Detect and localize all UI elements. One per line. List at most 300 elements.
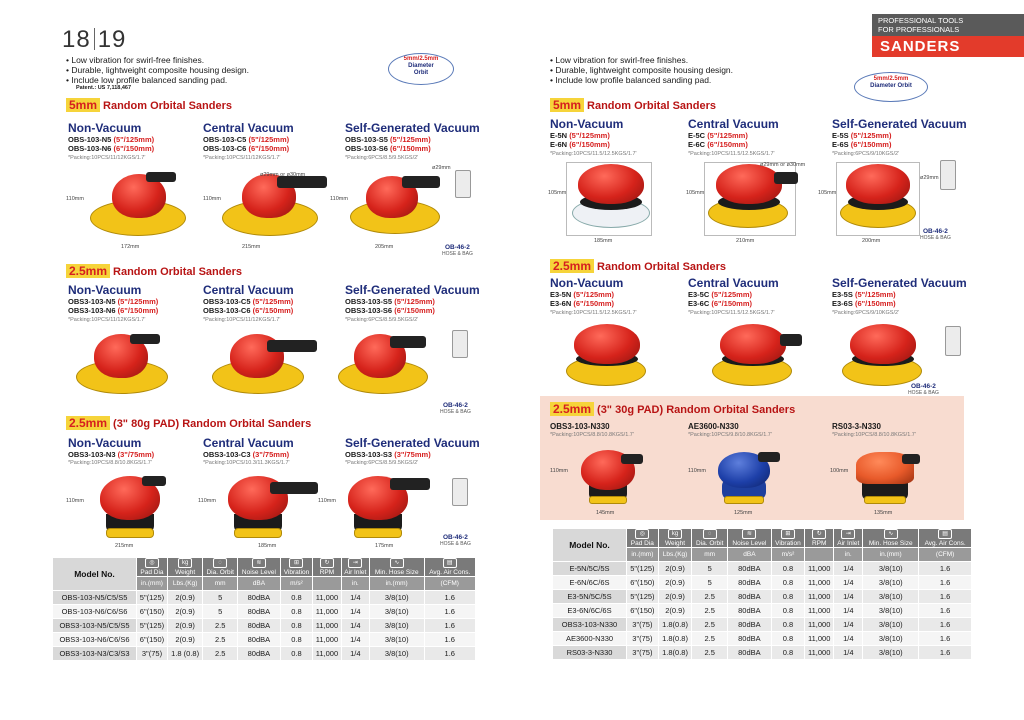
spec-cell: 11,000 <box>313 633 342 647</box>
spec-cell: 3/8(10) <box>369 647 424 661</box>
spec-cell: 2.5 <box>692 646 728 660</box>
packing-note: *Packing:10PCS/11.5/12.5KGS/1.7' <box>550 151 637 157</box>
spec-cell: 5"(125) <box>627 590 659 604</box>
unit: dBA <box>728 548 772 562</box>
spec-cell: 3/8(10) <box>863 646 919 660</box>
spec-cell: 0.8 <box>771 646 804 660</box>
dim-width: 172mm <box>121 244 140 250</box>
spec-cell: 3/8(10) <box>863 576 919 590</box>
spec-cell: 5"(125) <box>137 591 168 605</box>
spec-cell: 11,000 <box>805 646 834 660</box>
spec-cell: 5"(125) <box>627 562 659 576</box>
section-title: 2.5mm (3" 30g PAD) Random Orbital Sanders <box>550 402 795 416</box>
model-cell: E3-5N/5C/5S <box>553 590 627 604</box>
spec-rows <box>53 591 476 661</box>
air-inlet-icon: ⇥ <box>348 558 362 568</box>
dust-bag <box>455 170 471 198</box>
dim-width: 210mm <box>736 238 755 244</box>
feature-item: • Include low profile balanced sanding pad. <box>550 75 733 85</box>
col-rpm: ↻ RPM <box>805 529 834 548</box>
table-row <box>553 576 972 590</box>
spec-cell: 80dBA <box>728 590 772 604</box>
table-row <box>553 632 972 646</box>
model-cell: E3-6N/6C/6S <box>553 604 627 618</box>
col-head: Self-Generated Vacuum <box>345 436 480 450</box>
spec-cell: 1/4 <box>341 647 369 661</box>
unit: (CFM) <box>424 577 475 591</box>
spec-cell: 80dBA <box>238 605 281 619</box>
product-image-sander <box>575 448 645 510</box>
model-cell: OBS-103-N5/C5/S5 <box>53 591 137 605</box>
spec-cell: 5 <box>203 591 238 605</box>
col-head: Non-Vacuum <box>550 117 624 131</box>
model-cell: OBS3-103-N3/C3/S3 <box>53 647 137 661</box>
spec-cell: 1.6 <box>919 562 972 576</box>
vibration-icon: ⊞ <box>781 529 795 539</box>
col-head: Non-Vacuum <box>68 121 142 135</box>
air-inlet-icon: ⇥ <box>841 529 855 539</box>
model-list: E3-5S (5"/125mm) E3-6S (6"/150mm) <box>832 290 896 308</box>
packing-note: *Packing:10PCS/10.3/11.3KGS/1.7' <box>203 460 290 466</box>
spec-cell: 3"(75) <box>627 618 659 632</box>
model-list: OBS3-103-S5 (5"/125mm) OBS3-103-S6 (6"/150mm) <box>345 297 435 315</box>
packing-note: *Packing:10PCS/11/12KGS/1.7' <box>203 155 281 161</box>
spec-cell: 2.5 <box>692 618 728 632</box>
dim-width: 185mm <box>258 543 277 549</box>
unit: m/s² <box>280 577 312 591</box>
spec-cell: 1.6 <box>424 605 475 619</box>
table-row <box>553 618 972 632</box>
col-pad: ◎ Pad Dia <box>137 558 168 577</box>
spec-cell: 80dBA <box>728 618 772 632</box>
spec-cell: 6"(150) <box>137 633 168 647</box>
rpm-icon: ↻ <box>812 529 826 539</box>
table-row <box>53 605 476 619</box>
feature-list-left <box>66 55 249 85</box>
spec-cell: 80dBA <box>238 647 281 661</box>
unit: in.(mm) <box>863 548 919 562</box>
spec-table-left <box>52 557 476 661</box>
feature-list-right <box>550 55 733 85</box>
packing-note: *Packing:6PCS/8.5/9.5KGS/2' <box>345 155 419 161</box>
section-title: 2.5mm Random Orbital Sanders <box>66 264 242 278</box>
spec-rows <box>553 562 972 660</box>
col-hose: ∿ Min. Hose Size <box>863 529 919 548</box>
spec-cell: 5 <box>203 605 238 619</box>
spec-cell: 1/4 <box>834 618 863 632</box>
spec-cell: 80dBA <box>238 619 281 633</box>
model-cell: E-6N/6C/6S <box>553 576 627 590</box>
spec-cell: 1.8 (0.8) <box>167 647 202 661</box>
col-pad: ◎ Pad Dia <box>627 529 659 548</box>
dim-width: 205mm <box>375 244 394 250</box>
col-head: Central Vacuum <box>688 117 779 131</box>
dim-port: ø29mm <box>920 175 939 181</box>
col-noise: ≋ Noise Level <box>238 558 281 577</box>
product-image-sander <box>340 472 436 542</box>
spec-cell: 0.8 <box>771 618 804 632</box>
table-row <box>553 646 972 660</box>
spec-cell: 1.6 <box>919 618 972 632</box>
spec-cell: 6"(150) <box>627 604 659 618</box>
packing-note: *Packing:10PCS/9.8/10.8KGS/1.7' <box>688 432 772 438</box>
product-image-sander <box>564 322 660 392</box>
spec-cell: 1/4 <box>341 591 369 605</box>
model-list: OBS3-103-S3 (3"/75mm) <box>345 450 431 459</box>
spec-cell: 5 <box>692 576 728 590</box>
col-head: Central Vacuum <box>203 121 294 135</box>
col-rpm: ↻ RPM <box>313 558 342 577</box>
spec-cell: 1/4 <box>834 562 863 576</box>
hose-label: OB-46-2 HOSE & BAG <box>442 244 473 257</box>
dim-height: 110mm <box>688 468 706 474</box>
spec-cell: 11,000 <box>805 590 834 604</box>
packing-note: *Packing:10PCS/11/12KGS/1.7' <box>203 317 281 323</box>
product-image-sander <box>338 330 438 400</box>
spec-cell: 0.8 <box>771 576 804 590</box>
packing-note: *Packing:10PCS/8.8/10.8KGS/1.7' <box>68 460 152 466</box>
spec-cell: 1.8(0.8) <box>658 632 692 646</box>
col-head: Central Vacuum <box>203 436 294 450</box>
model-cell: OBS3-103-N6/C6/S6 <box>53 633 137 647</box>
col-head: Central Vacuum <box>203 283 294 297</box>
dim-height: 110mm <box>66 196 84 202</box>
spec-cell: 2(0.9) <box>658 604 692 618</box>
dust-bag <box>452 330 468 358</box>
table-row <box>53 633 476 647</box>
spec-cell: 1.6 <box>424 647 475 661</box>
packing-note: *Packing:6PCS/9/10KGS/2' <box>832 151 900 157</box>
col-air-cons: ▤ Avg. Air Cons. <box>424 558 475 577</box>
feature-item: • Durable, lightweight composite housing design. <box>66 65 249 75</box>
col-head: Self-Generated Vacuum <box>832 117 967 131</box>
spec-cell: 11,000 <box>313 647 342 661</box>
model-name: AE3600-N330 <box>688 422 739 431</box>
col-weight: kg Weight <box>167 558 202 577</box>
model-list: E-5S (5"/125mm) E-6S (6"/150mm) <box>832 131 892 149</box>
product-image-sander <box>350 168 450 243</box>
unit <box>805 548 834 562</box>
spec-cell: 1.6 <box>919 646 972 660</box>
model-cell: OBS3-103-N330 <box>553 618 627 632</box>
unit: in.(mm) <box>137 577 168 591</box>
spec-cell: 80dBA <box>728 562 772 576</box>
model-list: OBS3-103-C5 (5"/125mm) OBS3-103-C6 (6"/150mm) <box>203 297 294 315</box>
model-cell: E-5N/5C/5S <box>553 562 627 576</box>
spec-cell: 3"(75) <box>627 646 659 660</box>
unit: in.(mm) <box>369 577 424 591</box>
model-list: E-5N (5"/125mm) E-6N (6"/150mm) <box>550 131 610 149</box>
packing-note: *Packing:6PCS/8.5/9.5KGS/2' <box>345 317 419 323</box>
model-cell: OBS3-103-N5/C5/S5 <box>53 619 137 633</box>
rpm-icon: ↻ <box>320 558 334 568</box>
dim-width: 135mm <box>874 510 893 516</box>
spec-cell: 3/8(10) <box>863 632 919 646</box>
feature-item: • Durable, lightweight composite housing design. <box>550 65 733 75</box>
spec-cell: 11,000 <box>313 591 342 605</box>
model-list: E3-5N (5"/125mm) E3-6N (6"/150mm) <box>550 290 615 308</box>
spec-cell: 1.6 <box>919 576 972 590</box>
model-list: OBS3-103-N3 (3"/75mm) <box>68 450 155 459</box>
spec-cell: 11,000 <box>805 604 834 618</box>
spec-cell: 80dBA <box>728 646 772 660</box>
spec-cell: 11,000 <box>805 632 834 646</box>
col-model: Model No. <box>553 529 627 562</box>
feature-item: • Low vibration for swirl-free finishes. <box>66 55 249 65</box>
spec-cell: 3/8(10) <box>369 633 424 647</box>
model-cell: OBS-103-N6/C6/S6 <box>53 605 137 619</box>
dim-height: 110mm <box>330 196 348 202</box>
orbit-badge-left: 5mm/2.5mm Diameter Orbit <box>392 56 450 82</box>
spec-cell: 11,000 <box>805 562 834 576</box>
noise-icon: ≋ <box>252 558 266 568</box>
spec-cell: 1/4 <box>834 646 863 660</box>
patent-note: Patent.: US 7,118,467 <box>76 85 132 91</box>
spec-cell: 2(0.9) <box>167 591 202 605</box>
air-cons-icon: ▤ <box>938 529 952 539</box>
spec-cell: 2(0.9) <box>167 619 202 633</box>
dim-width: 145mm <box>596 510 615 516</box>
spec-cell: 0.8 <box>771 562 804 576</box>
product-image-sander <box>212 330 322 400</box>
col-vibration: ⊞ Vibration <box>280 558 312 577</box>
col-head: Central Vacuum <box>688 276 779 290</box>
dust-bag <box>452 478 468 506</box>
spec-cell: 1.8(0.8) <box>658 618 692 632</box>
spec-cell: 80dBA <box>728 632 772 646</box>
model-name: OBS3-103-N330 <box>550 422 610 431</box>
model-list: OBS-103-C5 (5"/125mm) OBS-103-C6 (6"/150mm) <box>203 135 290 153</box>
col-noise: ≋ Noise Level <box>728 529 772 548</box>
spec-cell: 1/4 <box>341 633 369 647</box>
spec-cell: 3"(75) <box>137 647 168 661</box>
unit: mm <box>203 577 238 591</box>
dim-height: 110mm <box>198 498 216 504</box>
product-image-sander <box>90 168 190 243</box>
spec-cell: 1.6 <box>424 619 475 633</box>
product-image-sander <box>710 322 806 392</box>
spec-cell: 1/4 <box>834 604 863 618</box>
orbit-badge-right: 5mm/2.5mm Diameter Orbit <box>860 76 922 98</box>
dim-width: 215mm <box>242 244 261 250</box>
unit: dBA <box>238 577 281 591</box>
unit: in. <box>834 548 863 562</box>
product-image-sander <box>92 472 172 542</box>
spec-cell: 3/8(10) <box>369 591 424 605</box>
col-head: Self-Generated Vacuum <box>345 283 480 297</box>
spec-cell: 2(0.9) <box>167 605 202 619</box>
spec-cell: 1.6 <box>919 632 972 646</box>
spec-cell: 80dBA <box>238 591 281 605</box>
packing-note: *Packing:6PCS/8.5/9.5KGS/2' <box>345 460 419 466</box>
spec-cell: 0.8 <box>280 605 312 619</box>
col-head: Self-Generated Vacuum <box>345 121 480 135</box>
product-image-sander <box>712 448 782 510</box>
orbit-icon: ◌ <box>213 558 227 568</box>
dim-height: 110mm <box>66 498 84 504</box>
spec-cell: 2.5 <box>692 632 728 646</box>
unit: Lbs.(Kg) <box>658 548 692 562</box>
col-orbit: ◌ Dia. Orbit <box>692 529 728 548</box>
brand-tagline: PROFESSIONAL TOOLS FOR PROFESSIONALS <box>872 14 1024 36</box>
hose-label: OB-46-2 HOSE & BAG <box>920 228 951 241</box>
packing-note: *Packing:10PCS/11/12KGS/1.7' <box>68 155 146 161</box>
spec-cell: 2(0.9) <box>658 562 692 576</box>
spec-cell: 2.5 <box>692 590 728 604</box>
spec-cell: 1.8(0.8) <box>658 646 692 660</box>
spec-cell: 3/8(10) <box>863 604 919 618</box>
dim-port: ø29mm or ø30mm <box>760 162 806 168</box>
spec-cell: 1/4 <box>341 605 369 619</box>
dim-width: 215mm <box>115 543 134 549</box>
table-row <box>553 562 972 576</box>
dim-port: ø29mm or ø30mm <box>260 172 306 178</box>
spec-cell: 2.5 <box>203 619 238 633</box>
unit: (CFM) <box>919 548 972 562</box>
section-title: 5mm Random Orbital Sanders <box>66 98 232 112</box>
weight-icon: kg <box>178 558 192 568</box>
table-row <box>553 604 972 618</box>
model-list: OBS3-103-N5 (5"/125mm) OBS3-103-N6 (6"/150mm) <box>68 297 159 315</box>
unit: Lbs.(Kg) <box>167 577 202 591</box>
model-list: OBS-103-S5 (5"/125mm) OBS-103-S6 (6"/150mm) <box>345 135 431 153</box>
noise-icon: ≋ <box>742 529 756 539</box>
spec-cell: 11,000 <box>313 619 342 633</box>
spec-cell: 0.8 <box>771 604 804 618</box>
spec-cell: 0.8 <box>280 591 312 605</box>
dim-height: 110mm <box>550 468 568 474</box>
spec-cell: 2.5 <box>203 647 238 661</box>
spec-cell: 6"(150) <box>137 605 168 619</box>
col-head: Non-Vacuum <box>68 283 142 297</box>
spec-cell: 3/8(10) <box>369 619 424 633</box>
model-list: OBS3-103-C3 (3"/75mm) <box>203 450 290 459</box>
product-image-sander <box>836 160 926 235</box>
dim-width: 200mm <box>862 238 881 244</box>
model-cell: RS03-3-N330 <box>553 646 627 660</box>
packing-note: *Packing:10PCS/11.5/12.5KGS/1.7' <box>550 310 637 316</box>
spec-cell: 5"(125) <box>137 619 168 633</box>
spec-cell: 1/4 <box>834 576 863 590</box>
product-image-sander <box>840 322 936 392</box>
dust-bag <box>945 326 961 356</box>
dim-width: 185mm <box>594 238 613 244</box>
dim-height: 110mm <box>203 196 221 202</box>
product-image-sander <box>704 160 804 235</box>
col-air-cons: ▤ Avg. Air Cons. <box>919 529 972 548</box>
hose-icon: ∿ <box>884 529 898 539</box>
pad-icon: ◎ <box>145 558 159 568</box>
spec-cell: 11,000 <box>805 576 834 590</box>
spec-cell: 2(0.9) <box>658 590 692 604</box>
spec-table-right <box>552 528 972 660</box>
col-model: Model No. <box>53 558 137 591</box>
table-row <box>53 619 476 633</box>
spec-cell: 0.8 <box>280 647 312 661</box>
col-orbit: ◌ Dia. Orbit <box>203 558 238 577</box>
dim-width: 175mm <box>375 543 394 549</box>
spec-cell: 11,000 <box>805 618 834 632</box>
col-vibration: ⊞ Vibration <box>771 529 804 548</box>
spec-cell: 0.8 <box>280 633 312 647</box>
model-name: RS03-3-N330 <box>832 422 881 431</box>
spec-cell: 0.8 <box>771 632 804 646</box>
spec-cell: 3/8(10) <box>863 618 919 632</box>
col-head: Self-Generated Vacuum <box>832 276 967 290</box>
section-title: 2.5mm Random Orbital Sanders <box>550 259 726 273</box>
spec-cell: 3/8(10) <box>863 590 919 604</box>
spec-cell: 0.8 <box>280 619 312 633</box>
pad-icon: ◎ <box>635 529 649 539</box>
spec-cell: 2(0.9) <box>167 633 202 647</box>
col-hose: ∿ Min. Hose Size <box>369 558 424 577</box>
unit: in.(mm) <box>627 548 659 562</box>
col-head: Non-Vacuum <box>68 436 142 450</box>
packing-note: *Packing:6PCS/9/10KGS/2' <box>832 310 900 316</box>
spec-cell: 1.6 <box>919 604 972 618</box>
model-list: E-5C (5"/125mm) E-6C (6"/150mm) <box>688 131 748 149</box>
dim-height: 105mm <box>818 190 837 196</box>
spec-cell: 80dBA <box>728 576 772 590</box>
model-list: E3-5C (5"/125mm) E3-6C (6"/150mm) <box>688 290 753 308</box>
spec-cell: 1.6 <box>919 590 972 604</box>
col-head: Non-Vacuum <box>550 276 624 290</box>
spec-cell: 1.6 <box>424 591 475 605</box>
feature-item: • Low vibration for swirl-free finishes. <box>550 55 733 65</box>
packing-note: *Packing:10PCS/8.8/10.8KGS/1.7' <box>832 432 916 438</box>
spec-cell: 1/4 <box>834 632 863 646</box>
weight-icon: kg <box>668 529 682 539</box>
spec-cell: 2.5 <box>203 633 238 647</box>
col-weight: kg Weight <box>658 529 692 548</box>
packing-note: *Packing:10PCS/11/12KGS/1.7' <box>68 317 146 323</box>
table-row <box>53 591 476 605</box>
product-image-sander <box>222 168 332 243</box>
hose-icon: ∿ <box>390 558 404 568</box>
packing-note: *Packing:10PCS/8.8/10.8KGS/1.7' <box>550 432 634 438</box>
table-row <box>553 590 972 604</box>
orbit-icon: ◌ <box>703 529 717 539</box>
spec-cell: 1/4 <box>341 619 369 633</box>
vibration-icon: ⊞ <box>289 558 303 568</box>
dim-port: ø29mm <box>432 165 451 171</box>
spec-cell: 5 <box>692 562 728 576</box>
hose-label: OB-46-2 HOSE & BAG <box>440 402 471 415</box>
col-air-inlet: ⇥ Air Inlet <box>341 558 369 577</box>
spec-cell: 2(0.9) <box>658 576 692 590</box>
section-title: 2.5mm (3" 80g PAD) Random Orbital Sanders <box>66 416 311 430</box>
brand-category: SANDERS <box>872 36 1024 57</box>
product-image-sander <box>852 448 922 510</box>
spec-cell: 3"(75) <box>627 632 659 646</box>
packing-note: *Packing:10PCS/11.5/12.5KGS/1.7' <box>688 310 775 316</box>
col-air-inlet: ⇥ Air Inlet <box>834 529 863 548</box>
spec-cell: 3/8(10) <box>863 562 919 576</box>
unit: in. <box>341 577 369 591</box>
product-image-sander <box>566 160 656 235</box>
spec-cell: 80dBA <box>728 604 772 618</box>
spec-cell: 80dBA <box>238 633 281 647</box>
table-row <box>53 647 476 661</box>
dim-width: 125mm <box>734 510 753 516</box>
product-image-sander <box>76 330 176 400</box>
dim-height: 110mm <box>318 498 336 504</box>
dust-bag <box>940 160 956 190</box>
packing-note: *Packing:10PCS/11.5/12.5KGS/1.7' <box>688 151 775 157</box>
section-title: 5mm Random Orbital Sanders <box>550 98 716 112</box>
air-cons-icon: ▤ <box>443 558 457 568</box>
model-list: OBS-103-N5 (5"/125mm) OBS-103-N6 (6"/150mm) <box>68 135 155 153</box>
